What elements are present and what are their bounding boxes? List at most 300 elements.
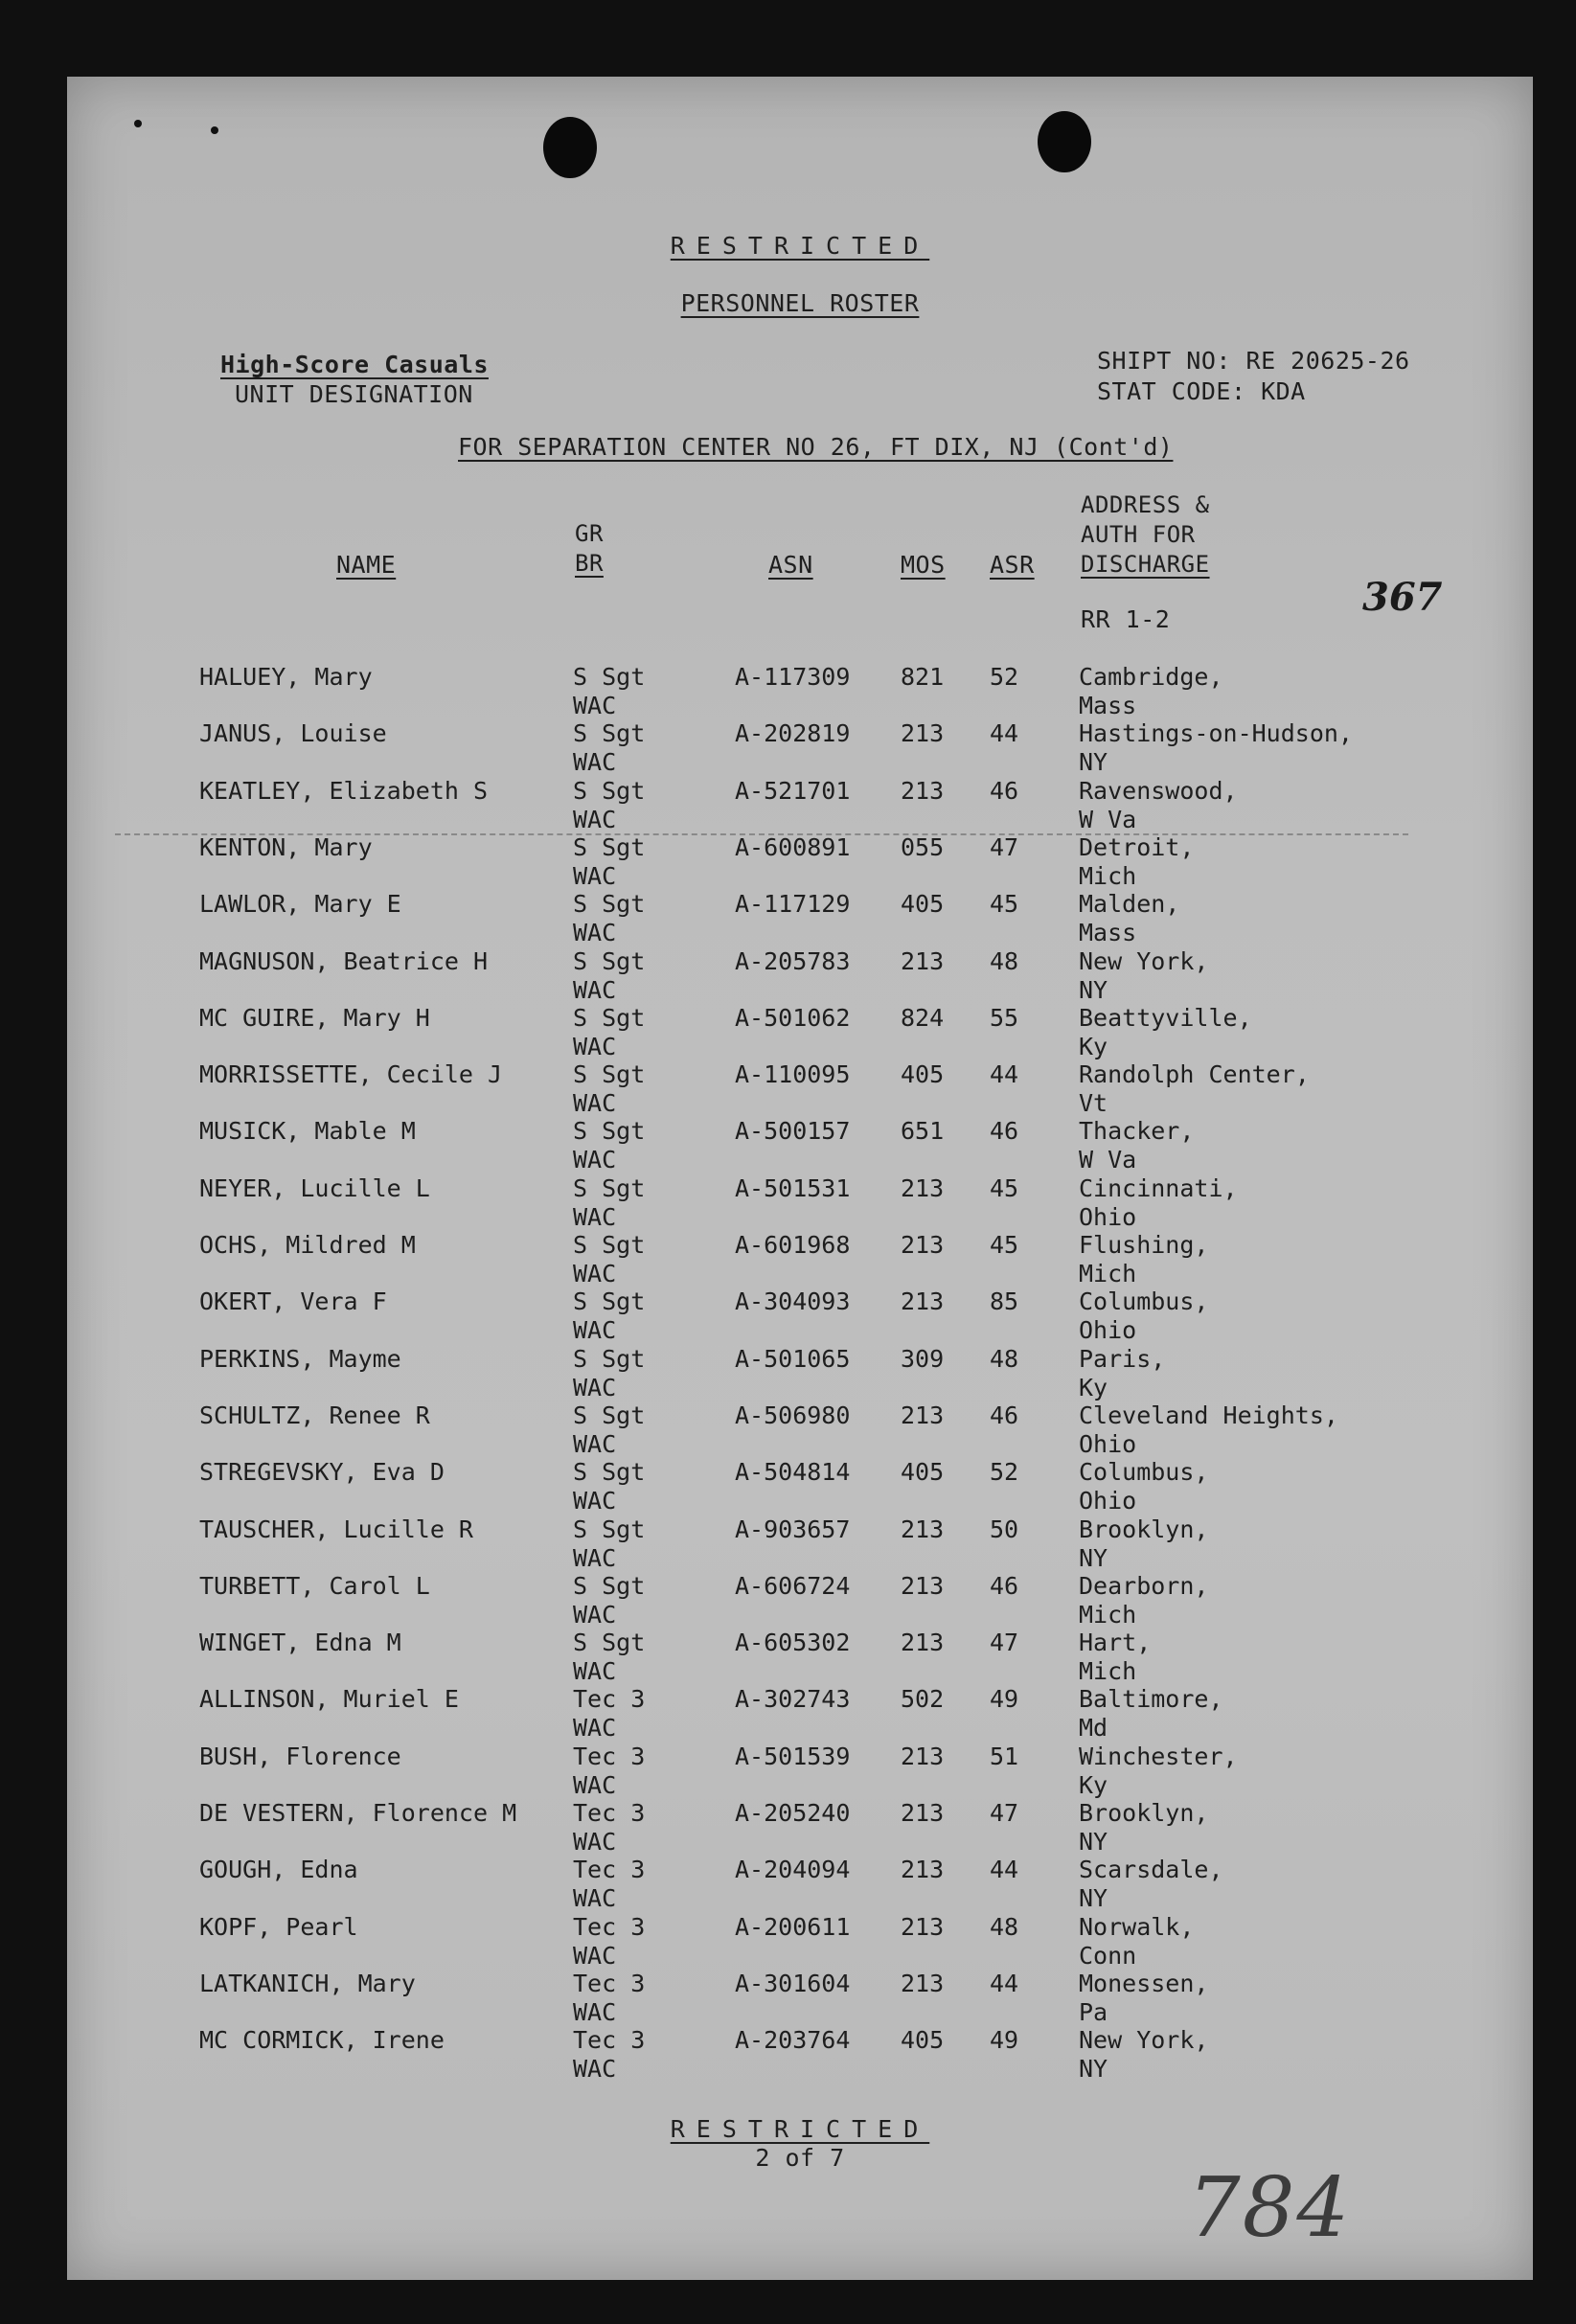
address <box>1079 947 1208 1005</box>
asr-score: 44 <box>990 1060 1019 1089</box>
branch: WAC <box>573 1714 617 1743</box>
branch: WAC <box>573 1316 617 1345</box>
address-state: NY <box>1079 1543 1108 1572</box>
grade: S Sgt <box>573 1344 646 1373</box>
address <box>1079 1515 1208 1573</box>
address-state: Ohio <box>1079 1202 1137 1231</box>
address-city: Cincinnati, <box>1079 1173 1238 1202</box>
address <box>1079 1685 1223 1743</box>
address <box>1079 1970 1208 2027</box>
address <box>1079 1572 1208 1629</box>
ink-speck <box>134 120 142 127</box>
shipment-number: SHIPT NO: RE 20625-26 <box>1097 347 1410 375</box>
table-row <box>67 719 1533 777</box>
address-city: New York, <box>1079 2026 1209 2055</box>
handwritten-number: 784 <box>1188 2160 1352 2256</box>
branch: WAC <box>573 2055 617 2084</box>
asr-score: 48 <box>990 1344 1019 1373</box>
table-row <box>67 2026 1533 2084</box>
grade-branch <box>573 663 645 720</box>
branch: WAC <box>573 1089 617 1118</box>
address <box>1079 1629 1151 1686</box>
asr-score: 47 <box>990 1799 1019 1827</box>
serial-number: A-200611 <box>735 1912 851 1941</box>
asr-score: 47 <box>990 1629 1019 1657</box>
grade-branch <box>573 1799 645 1857</box>
mos-code: 213 <box>901 1856 945 1884</box>
col-address-line1: ADDRESS & <box>1081 491 1210 518</box>
address <box>1079 1231 1208 1288</box>
address-city: Winchester, <box>1079 1742 1238 1770</box>
address-city: Beattyville, <box>1079 1003 1252 1032</box>
grade-branch <box>573 1913 645 1971</box>
branch: WAC <box>573 1260 617 1287</box>
grade-branch <box>573 1231 645 1288</box>
person-name: OKERT, Vera F <box>199 1287 387 1316</box>
address-city: Columbus, <box>1079 1458 1209 1487</box>
asr-score: 44 <box>990 719 1019 748</box>
person-name: LATKANICH, Mary <box>199 1969 416 1997</box>
address-state: Ohio <box>1079 1487 1137 1515</box>
grade-branch <box>573 1458 645 1515</box>
grade: S Sgt <box>573 1003 646 1032</box>
address <box>1079 1004 1252 1061</box>
asr-score: 47 <box>990 832 1019 861</box>
branch: WAC <box>573 861 617 890</box>
table-row <box>67 1970 1533 2027</box>
grade-branch <box>573 833 645 891</box>
discharge-authority: RR 1-2 <box>1081 605 1171 633</box>
table-row <box>67 1287 1533 1345</box>
table-row <box>67 833 1533 891</box>
mos-code: 213 <box>901 719 945 748</box>
branch: WAC <box>573 805 617 833</box>
mos-code: 055 <box>901 832 945 861</box>
branch: WAC <box>573 1997 617 2026</box>
asr-score: 46 <box>990 776 1019 805</box>
grade: S Sgt <box>573 1515 646 1543</box>
grade-branch <box>573 890 645 947</box>
table-row <box>67 1060 1533 1118</box>
grade: S Sgt <box>573 1173 646 1202</box>
grade-branch <box>573 1401 645 1459</box>
address-city: Norwalk, <box>1079 1912 1195 1941</box>
branch: WAC <box>573 1429 617 1458</box>
grade: Tec 3 <box>573 2026 646 2055</box>
stat-code: STAT CODE: KDA <box>1097 377 1306 405</box>
serial-number: A-302743 <box>735 1685 851 1714</box>
address <box>1079 1117 1194 1174</box>
table-row <box>67 890 1533 947</box>
person-name: KOPF, Pearl <box>199 1912 358 1941</box>
classification-top: RESTRICTED <box>670 232 930 260</box>
grade: Tec 3 <box>573 1912 646 1941</box>
table-row <box>67 1004 1533 1061</box>
mos-code: 213 <box>901 1571 945 1600</box>
serial-number: A-504814 <box>735 1458 851 1487</box>
asr-score: 45 <box>990 890 1019 919</box>
grade-branch <box>573 1345 645 1402</box>
asr-score: 48 <box>990 946 1019 975</box>
branch: WAC <box>573 1657 617 1686</box>
document-page <box>67 77 1533 2280</box>
person-name: PERKINS, Mayme <box>199 1344 401 1373</box>
serial-number: A-600891 <box>735 832 851 861</box>
mos-code: 213 <box>901 946 945 975</box>
serial-number: A-605302 <box>735 1629 851 1657</box>
table-row <box>67 1856 1533 1913</box>
person-name: MC GUIRE, Mary H <box>199 1003 430 1032</box>
person-name: BUSH, Florence <box>199 1742 401 1770</box>
branch: WAC <box>573 692 617 719</box>
grade: S Sgt <box>573 776 646 805</box>
serial-number: A-521701 <box>735 776 851 805</box>
serial-number: A-205783 <box>735 946 851 975</box>
address-state: Ky <box>1079 1032 1108 1060</box>
address-city: Ravenswood, <box>1079 776 1238 805</box>
mos-code: 213 <box>901 1912 945 1941</box>
separation-center-subtitle: FOR SEPARATION CENTER NO 26, FT DIX, NJ (Cont'd) <box>458 433 1174 461</box>
address-state: NY <box>1079 2055 1108 2084</box>
address-state: W Va <box>1079 1146 1137 1174</box>
col-grade-line1: GR <box>575 520 604 547</box>
address-state: Mich <box>1079 1657 1137 1686</box>
person-name: NEYER, Lucille L <box>199 1173 430 1202</box>
classification-bottom: RESTRICTED <box>670 2115 930 2143</box>
address <box>1079 1458 1208 1515</box>
table-row <box>67 1799 1533 1857</box>
stamped-page-number: 367 <box>1362 575 1443 620</box>
table-row <box>67 1629 1533 1686</box>
table-row <box>67 1174 1533 1232</box>
serial-number: A-202819 <box>735 719 851 748</box>
table-row <box>67 947 1533 1005</box>
address-state: Mich <box>1079 861 1137 890</box>
mos-code: 405 <box>901 1060 945 1089</box>
address-city: Cambridge, <box>1079 663 1223 691</box>
punch-hole-right <box>1038 111 1091 172</box>
asr-score: 48 <box>990 1912 1019 1941</box>
serial-number: A-110095 <box>735 1060 851 1089</box>
person-name: GOUGH, Edna <box>199 1856 358 1884</box>
grade: S Sgt <box>573 1458 646 1487</box>
mos-code: 824 <box>901 1003 945 1032</box>
grade-branch <box>573 777 645 834</box>
branch: WAC <box>573 1146 617 1174</box>
branch: WAC <box>573 919 617 947</box>
grade: S Sgt <box>573 1629 646 1657</box>
asr-score: 45 <box>990 1231 1019 1259</box>
address <box>1079 663 1223 720</box>
table-row <box>67 1743 1533 1800</box>
branch: WAC <box>573 1543 617 1572</box>
table-row <box>67 1117 1533 1174</box>
punch-hole-left <box>543 117 597 178</box>
address-city: Paris, <box>1079 1344 1166 1373</box>
person-name: LAWLOR, Mary E <box>199 890 401 919</box>
address-city: Dearborn, <box>1079 1571 1209 1600</box>
address-city: Brooklyn, <box>1079 1799 1209 1827</box>
serial-number: A-501062 <box>735 1003 851 1032</box>
address-state: Md <box>1079 1714 1108 1743</box>
grade: Tec 3 <box>573 1856 646 1884</box>
col-mos: MOS <box>901 551 946 579</box>
grade: S Sgt <box>573 1231 646 1259</box>
col-grade-line2: BR <box>575 550 604 577</box>
branch: WAC <box>573 975 617 1004</box>
address-state: NY <box>1079 748 1108 777</box>
address-state: Conn <box>1079 1941 1137 1970</box>
asr-score: 51 <box>990 1742 1019 1770</box>
address <box>1079 2026 1208 2084</box>
serial-number: A-501531 <box>735 1173 851 1202</box>
unit-label: UNIT DESIGNATION <box>235 380 473 408</box>
person-name: HALUEY, Mary <box>199 663 373 691</box>
col-address-line3: DISCHARGE <box>1081 551 1210 578</box>
mos-code: 213 <box>901 1173 945 1202</box>
branch: WAC <box>573 1828 617 1856</box>
grade-branch <box>573 1174 645 1232</box>
address-city: Columbus, <box>1079 1287 1209 1316</box>
grade-branch <box>573 1743 645 1800</box>
person-name: SCHULTZ, Renee R <box>199 1401 430 1429</box>
mos-code: 405 <box>901 890 945 919</box>
address-state: NY <box>1079 975 1108 1004</box>
person-name: TAUSCHER, Lucille R <box>199 1515 473 1543</box>
asr-score: 46 <box>990 1401 1019 1429</box>
asr-score: 44 <box>990 1969 1019 1997</box>
grade: S Sgt <box>573 832 646 861</box>
table-row <box>67 1515 1533 1573</box>
asr-score: 44 <box>990 1856 1019 1884</box>
serial-number: A-606724 <box>735 1571 851 1600</box>
table-row <box>67 1913 1533 1971</box>
grade: Tec 3 <box>573 1742 646 1770</box>
table-row <box>67 1685 1533 1743</box>
mos-code: 213 <box>901 1231 945 1259</box>
person-name: MAGNUSON, Beatrice H <box>199 946 489 975</box>
grade-branch <box>573 1970 645 2027</box>
mos-code: 405 <box>901 2026 945 2055</box>
serial-number: A-117309 <box>735 663 851 691</box>
col-asr: ASR <box>990 551 1035 579</box>
address-city: Thacker, <box>1079 1117 1195 1146</box>
branch: WAC <box>573 1032 617 1060</box>
address-city: Flushing, <box>1079 1231 1209 1259</box>
grade-branch <box>573 719 645 777</box>
branch: WAC <box>573 1373 617 1401</box>
address-state: NY <box>1079 1828 1108 1856</box>
person-name: MORRISSETTE, Cecile J <box>199 1060 503 1089</box>
address <box>1079 1401 1338 1459</box>
address-state: Vt <box>1079 1089 1108 1118</box>
address-state: NY <box>1079 1884 1108 1913</box>
person-name: MUSICK, Mable M <box>199 1117 416 1146</box>
mos-code: 405 <box>901 1458 945 1487</box>
table-row <box>67 1572 1533 1629</box>
mos-code: 213 <box>901 1515 945 1543</box>
person-name: WINGET, Edna M <box>199 1629 401 1657</box>
grade-branch <box>573 1572 645 1629</box>
page-indicator: 2 of 7 <box>755 2144 845 2172</box>
asr-score: 50 <box>990 1515 1019 1543</box>
mos-code: 651 <box>901 1117 945 1146</box>
branch: WAC <box>573 1202 617 1231</box>
address-state: Pa <box>1079 1997 1108 2026</box>
address-city: Baltimore, <box>1079 1685 1223 1714</box>
address-city: Hart, <box>1079 1629 1152 1657</box>
mos-code: 821 <box>901 663 945 691</box>
mos-code: 213 <box>901 1799 945 1827</box>
mos-code: 213 <box>901 1287 945 1316</box>
table-row <box>67 1401 1533 1459</box>
person-name: KENTON, Mary <box>199 832 373 861</box>
address <box>1079 777 1238 834</box>
address-state: Ohio <box>1079 1429 1137 1458</box>
asr-score: 49 <box>990 2026 1019 2055</box>
address <box>1079 1743 1238 1800</box>
unit-name: High-Score Casuals <box>220 351 489 378</box>
asr-score: 52 <box>990 1458 1019 1487</box>
grade-branch <box>573 1629 645 1686</box>
grade-branch <box>573 1856 645 1913</box>
serial-number: A-506980 <box>735 1401 851 1429</box>
branch: WAC <box>573 1487 617 1515</box>
mos-code: 502 <box>901 1685 945 1714</box>
serial-number: A-117129 <box>735 890 851 919</box>
address <box>1079 1174 1238 1232</box>
mos-code: 213 <box>901 1629 945 1657</box>
address-state: Mich <box>1079 1260 1137 1287</box>
ink-speck <box>211 126 218 134</box>
grade: Tec 3 <box>573 1799 646 1827</box>
grade-branch <box>573 1004 645 1061</box>
roster-title: PERSONNEL ROSTER <box>680 289 920 317</box>
address-state: Ohio <box>1079 1316 1137 1345</box>
serial-number: A-301604 <box>735 1969 851 1997</box>
grade: S Sgt <box>573 946 646 975</box>
address <box>1079 719 1353 777</box>
person-name: TURBETT, Carol L <box>199 1571 430 1600</box>
mos-code: 213 <box>901 1401 945 1429</box>
address-state: Mich <box>1079 1600 1137 1629</box>
table-row <box>67 1231 1533 1288</box>
address-city: Cleveland Heights, <box>1079 1401 1338 1429</box>
grade: S Sgt <box>573 1117 646 1146</box>
mos-code: 213 <box>901 776 945 805</box>
grade: Tec 3 <box>573 1685 646 1714</box>
grade-branch <box>573 1117 645 1174</box>
table-row <box>67 663 1533 720</box>
person-name: OCHS, Mildred M <box>199 1231 416 1259</box>
person-name: STREGEVSKY, Eva D <box>199 1458 445 1487</box>
address <box>1079 1799 1208 1857</box>
asr-score: 52 <box>990 663 1019 691</box>
asr-score: 45 <box>990 1173 1019 1202</box>
mos-code: 309 <box>901 1344 945 1373</box>
serial-number: A-501065 <box>735 1344 851 1373</box>
address <box>1079 833 1194 891</box>
person-name: ALLINSON, Muriel E <box>199 1685 459 1714</box>
serial-number: A-601968 <box>735 1231 851 1259</box>
col-name: NAME <box>336 551 397 579</box>
grade: S Sgt <box>573 1060 646 1089</box>
branch: WAC <box>573 1941 617 1970</box>
serial-number: A-304093 <box>735 1287 851 1316</box>
branch: WAC <box>573 1600 617 1629</box>
grade-branch <box>573 1060 645 1118</box>
address <box>1079 1856 1223 1913</box>
serial-number: A-205240 <box>735 1799 851 1827</box>
branch: WAC <box>573 1770 617 1799</box>
address <box>1079 890 1179 947</box>
asr-score: 46 <box>990 1117 1019 1146</box>
grade: S Sgt <box>573 1571 646 1600</box>
grade: S Sgt <box>573 1401 646 1429</box>
asr-score: 55 <box>990 1003 1019 1032</box>
branch: WAC <box>573 748 617 777</box>
col-asn: ASN <box>768 551 813 579</box>
address-city: New York, <box>1079 946 1209 975</box>
address <box>1079 1287 1208 1345</box>
address-city: Brooklyn, <box>1079 1515 1209 1543</box>
address-city: Malden, <box>1079 890 1180 919</box>
grade-branch <box>573 1287 645 1345</box>
table-row <box>67 1458 1533 1515</box>
grade-branch <box>573 947 645 1005</box>
address-city: Randolph Center, <box>1079 1060 1310 1089</box>
serial-number: A-500157 <box>735 1117 851 1146</box>
col-address-line2: AUTH FOR <box>1081 521 1196 548</box>
address-state: Mass <box>1079 919 1137 947</box>
mos-code: 213 <box>901 1742 945 1770</box>
grade: S Sgt <box>573 890 646 919</box>
serial-number: A-501539 <box>735 1742 851 1770</box>
asr-score: 46 <box>990 1571 1019 1600</box>
address-city: Detroit, <box>1079 832 1195 861</box>
asr-score: 85 <box>990 1287 1019 1316</box>
table-row <box>67 777 1533 834</box>
address-city: Monessen, <box>1079 1969 1209 1997</box>
serial-number: A-204094 <box>735 1856 851 1884</box>
person-name: DE VESTERN, Florence M <box>199 1799 517 1827</box>
address-state: Ky <box>1079 1770 1108 1799</box>
address-city: Hastings-on-Hudson, <box>1079 719 1353 748</box>
address <box>1079 1913 1194 1971</box>
grade-branch <box>573 1685 645 1743</box>
serial-number: A-203764 <box>735 2026 851 2055</box>
person-name: JANUS, Louise <box>199 719 387 748</box>
address <box>1079 1060 1310 1118</box>
grade: S Sgt <box>573 719 646 748</box>
address-state: Mass <box>1079 692 1137 719</box>
grade: S Sgt <box>573 1287 646 1316</box>
branch: WAC <box>573 1884 617 1913</box>
address-state: W Va <box>1079 805 1137 833</box>
grade: S Sgt <box>573 663 646 691</box>
grade-branch <box>573 1515 645 1573</box>
asr-score: 49 <box>990 1685 1019 1714</box>
grade: Tec 3 <box>573 1969 646 1997</box>
serial-number: A-903657 <box>735 1515 851 1543</box>
person-name: MC CORMICK, Irene <box>199 2026 445 2055</box>
grade-branch <box>573 2026 645 2084</box>
address <box>1079 1345 1165 1402</box>
person-name: KEATLEY, Elizabeth S <box>199 776 489 805</box>
address-state: Ky <box>1079 1373 1108 1401</box>
mos-code: 213 <box>901 1969 945 1997</box>
address-city: Scarsdale, <box>1079 1856 1223 1884</box>
